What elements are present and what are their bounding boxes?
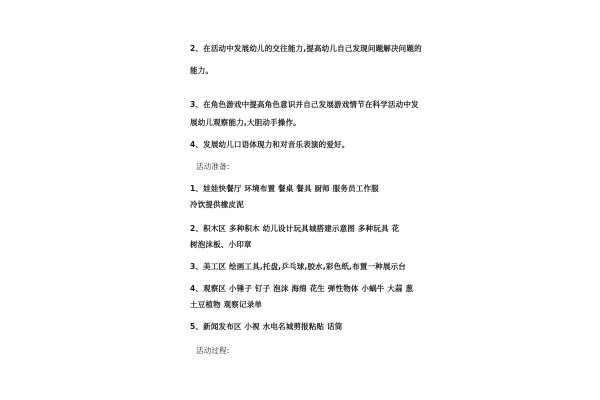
- prep-item-4-number: 4、: [190, 284, 204, 293]
- prep-item-4-text: 观察区 小锤子 钉子 泡沫 海绵 花生 弹性物体 小蜗牛 大蒜 葱: [203, 284, 414, 293]
- objective-4-number: 4、: [190, 140, 204, 149]
- prep-item-1-line-1: [190, 184, 379, 194]
- prep-item-5-number: 5、: [190, 322, 204, 331]
- prep-item-1-line-2: 冷饮提供橡皮泥: [190, 200, 244, 209]
- objective-3-number: 3、: [190, 100, 204, 109]
- prep-item-5-text: 新闻发布区 小视 水电名城剪报粘贴 话筒: [203, 322, 343, 331]
- objective-2-number: 2、: [190, 44, 204, 53]
- prep-item-1-number: 1、: [190, 184, 204, 193]
- objective-2-line-1: [190, 44, 422, 54]
- prep-item-1-text: 娃娃快餐厅 环境布置 餐桌 餐具 厨师 服务员工作服: [203, 184, 379, 193]
- prep-heading: 活动准备:: [196, 162, 230, 171]
- prep-item-4-line-1: [190, 284, 413, 294]
- objective-4-line-1: [190, 140, 349, 150]
- prep-item-2-number: 2、: [190, 224, 204, 233]
- prep-item-2-text: 积木区 多种积木 幼儿设计玩具城搭建示意图 多种玩具 花: [203, 224, 400, 233]
- process-heading: 活动过程:: [196, 346, 230, 355]
- objective-3-line-2: 展幼儿观察能力,大胆动手操作。: [190, 118, 301, 127]
- prep-item-4-line-2: 土豆植物 观察记录单: [190, 300, 263, 309]
- prep-item-2-line-1: [190, 224, 399, 234]
- objective-3-line-1: [190, 100, 419, 110]
- prep-item-3-number: 3、: [190, 262, 204, 271]
- objective-2-text: 在活动中发展幼儿的交往能力,提高幼儿自己发现问题解决问题的: [203, 44, 422, 53]
- objective-2-line-2: 能力。: [190, 66, 214, 75]
- prep-item-3-line-1: [190, 262, 406, 272]
- prep-item-2-line-2: 树泡沫板、小印章: [190, 240, 252, 249]
- prep-item-5-line-1: [190, 322, 342, 332]
- objective-3-text: 在角色游戏中提高角色意识并自己发展游戏情节在科学活动中发: [203, 100, 419, 109]
- prep-item-3-text: 美工区 绘画工具,托盘,乒乓球,胶水,彩色纸,布置一种展示台: [203, 262, 406, 271]
- objective-4-text: 发展幼儿口语体现力和对音乐表演的爱好。: [203, 140, 350, 149]
